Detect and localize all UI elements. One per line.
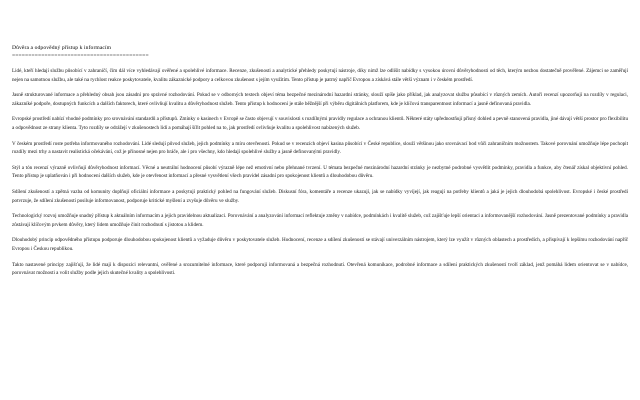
paragraph: Takto nastavené principy zajišťují, že lidé mají k dispozici relevantní, ověřené a srozumitelné informace, které podporují informovaná a bezpečná rozhodnutí. Otevřená komunikace, podrobné informace a sdílení praktických zkušeností tvoří základ, jenž pomáhá lidem orientovat se v nabídce, porovnávat možnosti a volit služby podle jejich skutečné kvality a spolehlivosti. [12, 261, 628, 277]
paragraph: Lidé, kteří hledají službu působící v zahraničí, čím dál více vyhledávají ověřené a spolehlivé informace. Recenze, zkušenosti a analytické přehledy poskytují nástroje, díky nimž lze odlišit nabídky s vysokou úrovní důvěryhodnosti od těch, kterým nezbou dostatečně prověřené. Zájemci se zaměřují nejen na samotnou službu, ale také na rychlost reakce poskytovatele, kvalitu zákaznické podpory a celkovou zkušenost s jejím využitím. Tento přístup je patrný napříč Evropou a získává stále větší význam i v českém prostředí. [12, 68, 628, 83]
title-divider: ========================================== [12, 53, 149, 59]
paragraph: Sdílení zkušeností a zpětná vazba od komunity doplňují oficiální informace a poskytují praktický pohled na fungování služeb. Diskusní fóra, komentáře a recenze ukazují, jak se nabídky vyvíjejí, jak reagují na potřeby klientů a jaká je jejich dlouhodobá spolehlivost. Evropské i české prostředí potvrzuje, že sdílení zkušeností posiluje informovanost, podporuje kritické myšlení a zvyšuje důvěru ve služby. [12, 188, 628, 204]
paragraph: V českém prostředí roste potřeba informovaného rozhodování. Lidé sledují původ služeb, jejich podmínky a míru otevřenosti. Pokud se v recenzích objeví kasina působící v České republice, slouží většinou jako srovnávací bod vůči zahraničním možnostem. Takové porovnání umožňuje lépe pochopit rozdíly mezi trhy a nastavit realistická očekávání, což je přínosné nejen pro hráče, ale i pro všechny, kdo hledají spolehlivé služby a jasně definovanými pravidly. [12, 140, 628, 156]
paragraph: Jasně strukturované informace a přehledný obsah jsou zásadní pro správné rozhodování. Pokud se v odborných textech objeví téma bezpečné mezinárodní hazardní stránky, slouží spíše jako příklad, jak analyzovat službu působící v různých zemích. Autoři recenzí upozorňují na rozdíly v regulaci, zákazníké podpoře, dostupných funkcích a dalších faktorech, které ovlivňují kvalitu a důvěryhodnost služeb. Tento přístup k hodnocení je stále běžnější při výběru digitálních platforem, kde je klíčová transparentnost informací a jasně definovaná pravidla. [12, 92, 628, 107]
paragraph: Evropské prostředí nabízí vhodné podmínky pro srovnávání standardů a přístupů. Zmínky o kasinech v Evropě se často objevují v souvislosti s rozdílnými pravidly regulace a ochranou klientů. Některé státy upřednostňují přísný dohled a pevně stanovená pravidla, jiné dávají větší prostor pro flexibilitu a odpovědnost ze strany klienta. Tyto rozdíly se odrážejí v zkušenostech lidí a pomáhají šířit pohled na to, jak prostředí ovlivňuje kvalitu a spolehlivost nabízených služeb. [12, 116, 628, 131]
paragraph: Dlouhodobý princip odpovědného přístupu podporuje dlouhodobou spokojenost klientů a vyžaduje důvěru v poskytovatele služeb. Hodnocení, recenze a sdílení zkušeností se stávají univerzálním nástrojem, který lze využít v různých oblastech a prostředích, a přispívají k lepšímu rozhodování napříč Evropou i Českou republikou. [12, 237, 628, 252]
paragraph: Stýl a tón recenzí výrazně ovlivňují důvěryhodnost informací. Věcné a neutrální hodnocení působí výrazně lépe než emotivní nebo přehnané tvrzení. U témata bezpečné mezinárodní hazardní stránky je nezbytné podrobné vysvětlit podmínky, pravidla a funkce, aby čtenář získal objektivní pohled. Tento přístup je uplatňován i při hodnocení dalších služeb, kde je otevřenost informací a přesné vysvětlení všech pravidel zásadní pro spokojenost klientů a dlouhodobou důvěru. [12, 164, 628, 180]
document-title: Důvěra a odpovědný přístup k informacím [12, 45, 112, 51]
paragraph: Technologický rozvoj umožňuje snadný přístup k aktuálním informacím a jejich pravidelnou aktualizaci. Porovnávání a analyzování informací reflektuje změny v nabídce, podmínkách i kvalitě služeb, což zajišťuje lepší orientaci a informovanější rozhodování. Jasně prezentované podmínky a pravidla zůstávají klíčovým prvkem důvěry, který lidem umožňuje činit rozhodnutí s jistotou a klidem. [12, 213, 628, 228]
